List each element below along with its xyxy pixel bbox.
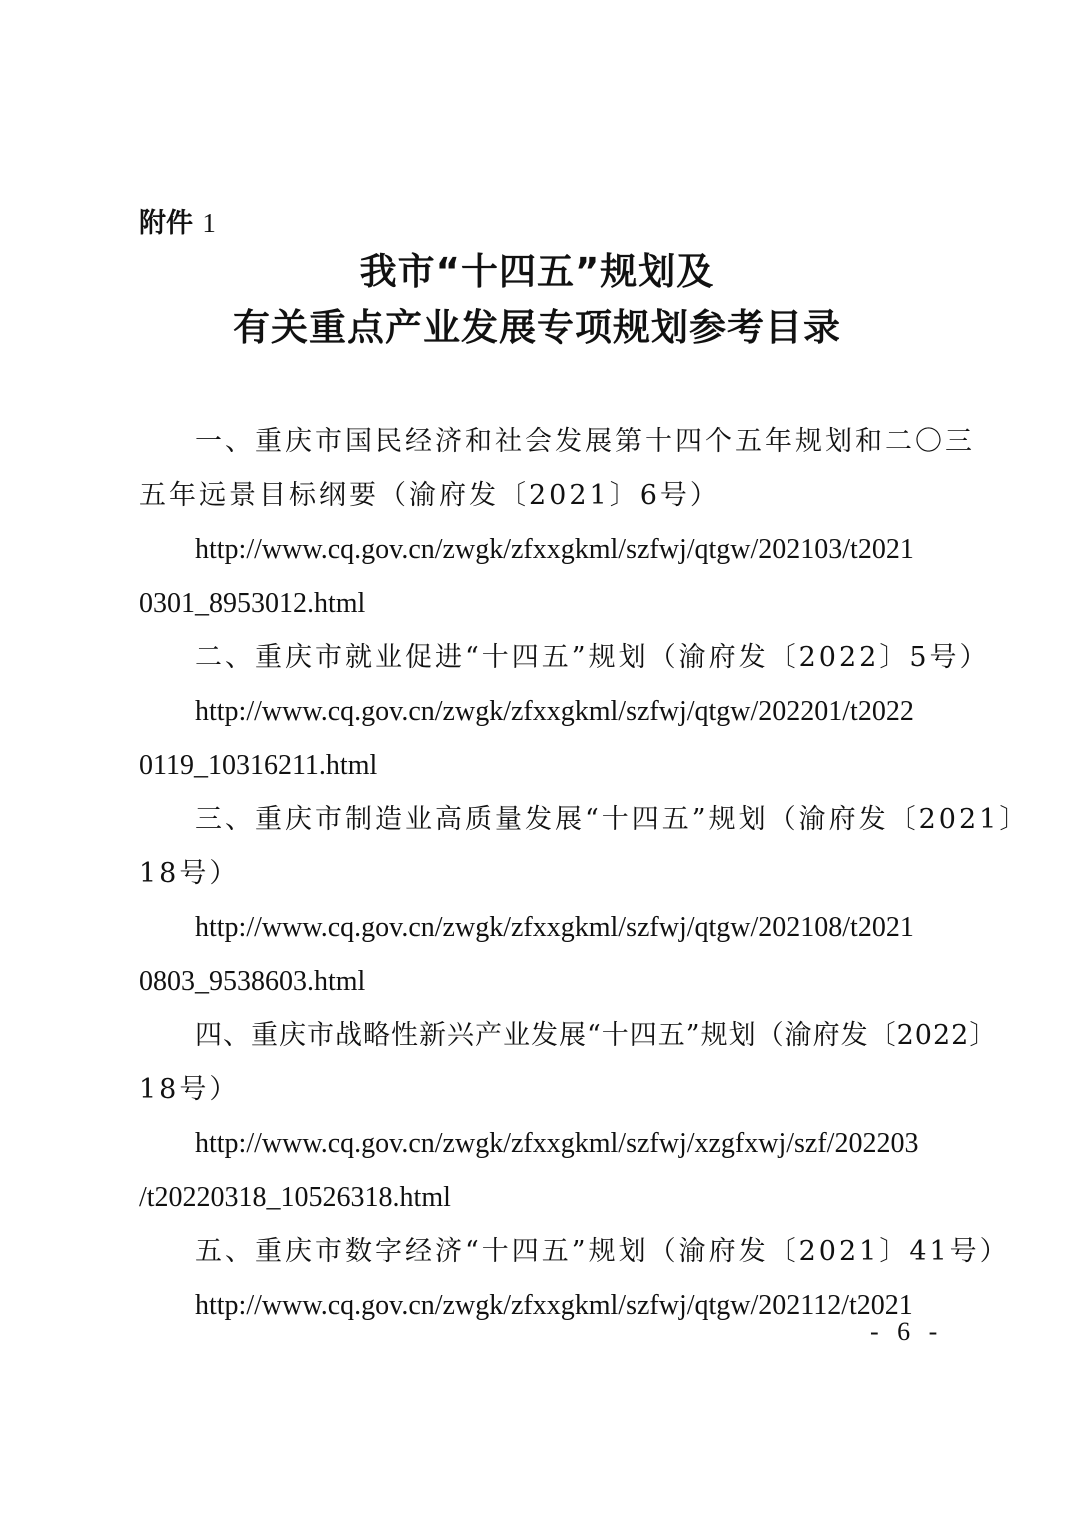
document-title-line-2: 有关重点产业发展专项规划参考目录 <box>233 306 841 349</box>
item-5-url-line-1[interactable]: http://www.cq.gov.cn/zwgk/zfxxgkml/szfwj/qtgw/202112/t2021 <box>195 1290 913 1321</box>
attachment-number: 1 <box>202 208 216 238</box>
attachment-label <box>139 203 216 244</box>
item-3-url-line-1[interactable]: http://www.cq.gov.cn/zwgk/zfxxgkml/szfwj/qtgw/202108/t2021 <box>195 912 914 943</box>
page-number: - 6 - <box>870 1317 944 1346</box>
item-1-url-line-1[interactable]: http://www.cq.gov.cn/zwgk/zfxxgkml/szfwj/qtgw/202103/t2021 <box>195 534 914 565</box>
item-3-title-line-2: 18号） <box>139 858 240 889</box>
item-4-url-line-2[interactable]: /t20220318_10526318.html <box>139 1182 451 1213</box>
item-4-title-line-2: 18号） <box>139 1074 240 1105</box>
item-1-url-line-2[interactable]: 0301_8953012.html <box>139 588 366 619</box>
item-1-title-line-2: 五年远景目标纲要（渝府发〔2021〕6号） <box>139 480 720 511</box>
item-4-url-line-1[interactable]: http://www.cq.gov.cn/zwgk/zfxxgkml/szfwj/xzgfxwj/szf/202203 <box>195 1128 919 1159</box>
item-2-url-line-2[interactable]: 0119_10316211.html <box>139 750 378 781</box>
document-title-line-1: 我市“十四五”规划及 <box>359 250 715 293</box>
item-3-url-line-2[interactable]: 0803_9538603.html <box>139 966 366 997</box>
item-2-url-line-1[interactable]: http://www.cq.gov.cn/zwgk/zfxxgkml/szfwj/qtgw/202201/t2022 <box>195 696 914 727</box>
attachment-label-text: 附件 <box>139 208 193 239</box>
item-3-title-line-1: 三、重庆市制造业高质量发展“十四五”规划（渝府发〔2021〕 <box>195 804 1030 835</box>
item-4-title-line-1: 四、重庆市战略性新兴产业发展“十四五”规划（渝府发〔2022〕 <box>195 1020 998 1051</box>
item-5-title: 五、重庆市数字经济“十四五”规划（渝府发〔2021〕41号） <box>195 1236 1010 1267</box>
item-1-title-line-1: 一、重庆市国民经济和社会发展第十四个五年规划和二〇三 <box>195 426 975 457</box>
item-2-title: 二、重庆市就业促进“十四五”规划（渝府发〔2022〕5号） <box>195 642 990 673</box>
